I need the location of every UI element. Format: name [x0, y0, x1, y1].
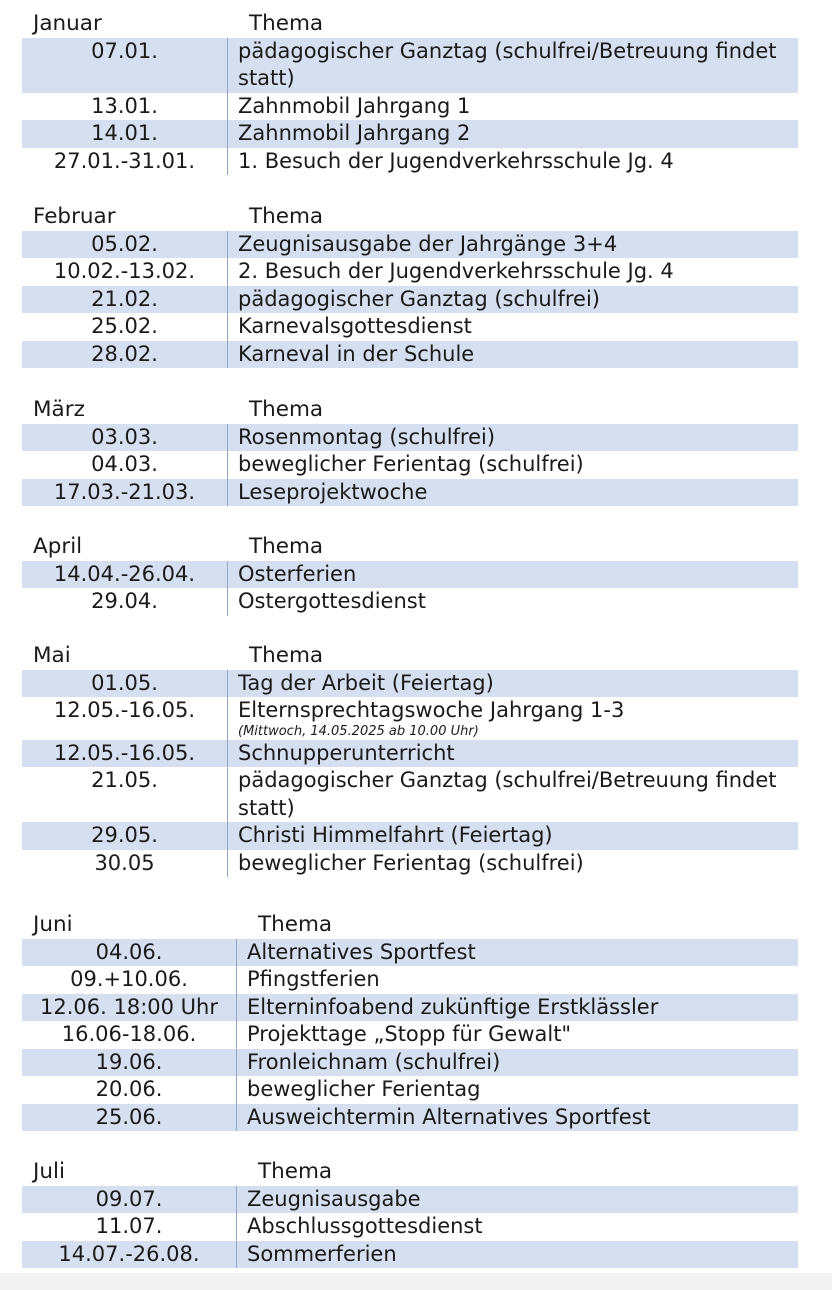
date-cell: 12.05.-16.05.: [53, 740, 196, 765]
topic-cell: [236, 1021, 798, 1049]
table-row: [22, 994, 798, 1022]
topic-text: Elternsprechtagswoche Jahrgang 1-3: [238, 698, 625, 722]
topic-cell: [227, 38, 798, 93]
month-label: April: [33, 534, 83, 559]
date-cell: 03.03.: [91, 424, 158, 449]
topic-cell: [236, 966, 798, 994]
month-label: Mai: [33, 643, 71, 668]
month-section-4: [22, 642, 798, 877]
topic-text: Sommerferien: [247, 1241, 397, 1266]
table-row: [22, 822, 798, 850]
topic-text: Schnupperunterricht: [238, 740, 455, 765]
topic-cell: [236, 1076, 798, 1104]
table-row: [22, 313, 798, 341]
topic-text: Tag der Arbeit (Feiertag): [238, 670, 494, 695]
date-cell: 21.02.: [91, 286, 158, 311]
topic-text: Pfingstferien: [247, 967, 380, 991]
topic-cell: [227, 424, 798, 452]
date-cell: 17.03.-21.03.: [53, 479, 196, 504]
topic-text: Karneval in der Schule: [238, 341, 475, 366]
table-row: [22, 966, 798, 994]
date-cell: 14.04.-26.04.: [53, 561, 196, 586]
topic-text: pädagogischer Ganztag (schulfrei): [238, 286, 600, 311]
topic-cell: [227, 313, 798, 341]
section-header: [22, 1158, 798, 1186]
date-cell: 21.05.: [91, 768, 158, 792]
month-label: Juli: [33, 1159, 65, 1184]
table-row: [22, 1076, 798, 1104]
topic-text: Ausweichtermin Alternatives Sportfest: [247, 1104, 651, 1129]
table-row: [22, 697, 798, 740]
date-cell: 04.03.: [91, 452, 158, 476]
topic-note: (Mittwoch, 14.05.2025 ab 10.00 Uhr): [238, 723, 479, 739]
date-cell: 29.05.: [91, 823, 158, 847]
month-label: März: [33, 397, 85, 422]
topic-text: beweglicher Ferientag (schulfrei): [238, 452, 584, 476]
table-row: [22, 120, 798, 148]
topic-cell: [236, 1213, 798, 1241]
section-header: [22, 533, 798, 561]
table-row: [22, 258, 798, 286]
topic-cell: [227, 697, 798, 740]
topic-text: beweglicher Ferientag: [247, 1077, 481, 1101]
date-cell: 29.04.: [91, 589, 158, 613]
topic-text: Zeugnisausgabe der Jahrgänge 3+4: [238, 231, 618, 256]
section-header: [22, 396, 798, 424]
table-row: [22, 148, 798, 176]
topic-cell: [236, 1104, 798, 1132]
month-section-6: [22, 1158, 798, 1268]
table-row: [22, 1021, 798, 1049]
topic-cell: [227, 479, 798, 507]
topic-cell: [227, 670, 798, 698]
month-section-3: [22, 533, 798, 616]
table-row: [22, 939, 798, 967]
table-row: [22, 740, 798, 768]
topic-text: Rosenmontag (schulfrei): [238, 424, 496, 449]
thema-label: Thema: [249, 204, 324, 229]
section-header: [22, 642, 798, 670]
thema-label: Thema: [249, 11, 324, 36]
topic-cell: [236, 994, 798, 1022]
topic-text: 2. Besuch der Jugendverkehrsschule Jg. 4: [238, 259, 674, 283]
table-row: [22, 1186, 798, 1214]
topic-cell: [227, 341, 798, 369]
date-cell: 12.06. 18:00 Uhr: [40, 994, 218, 1019]
date-cell: 05.02.: [91, 231, 158, 256]
table-row: [22, 93, 798, 121]
topic-cell: [227, 120, 798, 148]
table-row: [22, 1104, 798, 1132]
date-cell: 25.06.: [95, 1104, 163, 1129]
topic-text: Zahnmobil Jahrgang 2: [238, 121, 471, 145]
thema-label: Thema: [249, 534, 324, 559]
topic-cell: [227, 561, 798, 589]
topic-text: Alternatives Sportfest: [247, 939, 476, 964]
date-cell: 07.01.: [91, 38, 158, 63]
date-cell: 14.07.-26.08.: [58, 1241, 200, 1266]
table-row: [22, 850, 798, 878]
section-header: [22, 10, 798, 38]
topic-cell: [227, 588, 798, 616]
date-cell: 20.06.: [95, 1077, 163, 1101]
date-cell: 10.02.-13.02.: [53, 259, 196, 283]
section-header: [22, 203, 798, 231]
topic-text: Fronleichnam (schulfrei): [247, 1049, 501, 1074]
topic-text: Zahnmobil Jahrgang 1: [238, 93, 471, 118]
table-row: [22, 231, 798, 259]
table-row: [22, 286, 798, 314]
date-cell: 19.06.: [95, 1049, 163, 1074]
topic-cell: [227, 286, 798, 314]
table-row: [22, 767, 798, 822]
page-bottom-strip: [0, 1273, 832, 1290]
topic-cell: [236, 939, 798, 967]
month-section-2: [22, 396, 798, 506]
topic-text: Zeugnisausgabe: [247, 1186, 421, 1211]
date-cell: 13.01.: [91, 93, 158, 118]
topic-text: pädagogischer Ganztag (schulfrei/Betreuung findet statt): [238, 38, 777, 90]
topic-cell: [227, 850, 798, 878]
month-label: Februar: [33, 204, 116, 229]
table-row: [22, 341, 798, 369]
topic-cell: [236, 1241, 798, 1269]
topic-text: pädagogischer Ganztag (schulfrei/Betreuung findet statt): [238, 768, 777, 820]
month-section-5: [22, 911, 798, 1131]
month-label: Januar: [33, 11, 102, 36]
topic-text: beweglicher Ferientag (schulfrei): [238, 850, 584, 875]
topic-text: 1. Besuch der Jugendverkehrsschule Jg. 4: [238, 148, 674, 173]
thema-label: Thema: [249, 643, 324, 668]
table-row: [22, 424, 798, 452]
topic-cell: [236, 1049, 798, 1077]
date-cell: 14.01.: [91, 121, 158, 145]
date-cell: 04.06.: [95, 939, 163, 964]
date-cell: 25.02.: [91, 314, 158, 338]
month-section-0: [22, 10, 798, 175]
topic-cell: [227, 451, 798, 479]
topic-text: Karnevalsgottesdienst: [238, 314, 472, 338]
topic-cell: [227, 258, 798, 286]
date-cell: 16.06-18.06.: [61, 1022, 197, 1046]
date-cell: 28.02.: [91, 341, 158, 366]
topic-text: Ostergottesdienst: [238, 589, 426, 613]
table-row: [22, 588, 798, 616]
topic-text: Osterferien: [238, 561, 357, 586]
table-row: [22, 451, 798, 479]
thema-label: Thema: [258, 912, 333, 937]
month-label: Juni: [33, 912, 73, 937]
topic-cell: [227, 231, 798, 259]
date-cell: 12.05.-16.05.: [53, 698, 196, 722]
topic-cell: [227, 822, 798, 850]
thema-label: Thema: [249, 397, 324, 422]
thema-label: Thema: [258, 1159, 333, 1184]
table-row: [22, 38, 798, 93]
topic-text: Elterninfoabend zukünftige Erstklässler: [247, 994, 659, 1019]
topic-cell: [227, 767, 798, 822]
topic-cell: [236, 1186, 798, 1214]
table-row: [22, 1241, 798, 1269]
section-header: [22, 911, 798, 939]
topic-text: Christi Himmelfahrt (Feiertag): [238, 823, 553, 847]
topic-cell: [227, 93, 798, 121]
table-row: [22, 1213, 798, 1241]
date-cell: 11.07.: [95, 1214, 163, 1238]
table-row: [22, 670, 798, 698]
date-cell: 27.01.-31.01.: [53, 148, 196, 173]
table-row: [22, 1049, 798, 1077]
topic-cell: [227, 148, 798, 176]
table-row: [22, 479, 798, 507]
date-cell: 09.+10.06.: [70, 967, 188, 991]
date-cell: 09.07.: [95, 1186, 163, 1211]
date-cell: 30.05: [94, 850, 155, 875]
topic-text: Abschlussgottesdienst: [247, 1214, 483, 1238]
table-row: [22, 561, 798, 589]
topic-text: Leseprojektwoche: [238, 479, 428, 504]
topic-cell: [227, 740, 798, 768]
topic-text: Projekttage „Stopp für Gewalt": [247, 1022, 572, 1046]
date-cell: 01.05.: [91, 670, 158, 695]
month-section-1: [22, 203, 798, 368]
